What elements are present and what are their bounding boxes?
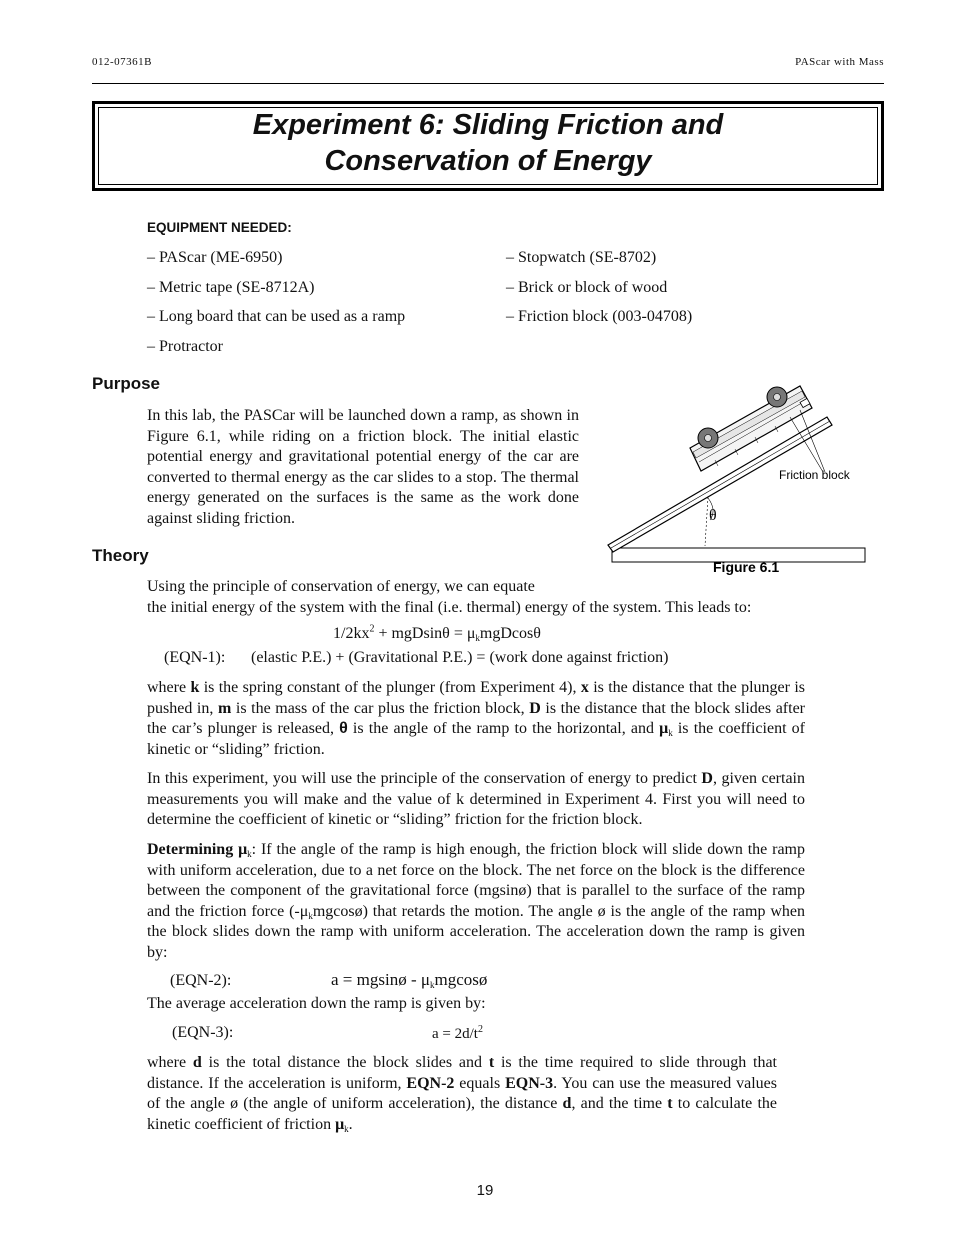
theory-heading: Theory bbox=[92, 546, 149, 565]
list-item: – PAScar (ME-6950) bbox=[147, 249, 283, 266]
page-number: 19 bbox=[476, 1182, 494, 1199]
list-item: – Friction block (003-04708) bbox=[506, 308, 693, 326]
pascar bbox=[690, 386, 812, 471]
label-theta: θ bbox=[709, 507, 717, 524]
equipment-left-list bbox=[147, 248, 405, 367]
list-item: – Brick or block of wood bbox=[506, 278, 668, 296]
product-name: PAScar with Mass bbox=[795, 56, 884, 68]
list-item: – Protractor bbox=[147, 338, 223, 356]
purpose-heading: Purpose bbox=[92, 374, 161, 393]
equipment-right-list bbox=[506, 248, 692, 337]
theory-intro-1: Using the principle of conservation of energy, we can equate bbox=[147, 578, 535, 595]
theory-para-3: Determining $\mu_k$: If the angle of the ramp is high enough, the friction block will slide down the ramp with uniform acceleration, due to a net force on the block. The net force on the block is the difference between the component of the gravitational force (mgsinø) that is parallel to the surface of the ramp and the friction force $(-\mu_kmgcosø)$ that retards the motion. The angle ø is the angle of the ramp when the block slides down the ramp with uniform acceleration. The acceleration down the ramp is given by: bbox=[147, 841, 805, 961]
theory-para-1: where k is the spring constant of the plunger (from Experiment 4), x is the distance that the plunger is pushed in, m is the mass of the car plus the friction block, D is the distance that the block slides after the car’s plunger is released, θ is the angle of the ramp to the horizontal, and $\mu_k$ is the coefficient of kinetic or “sliding” friction. bbox=[147, 679, 806, 758]
figure-caption: Figure 6.1 bbox=[713, 559, 780, 575]
equipment-heading: EQUIPMENT NEEDED: bbox=[147, 220, 292, 235]
purpose-text: In this lab, the PASCar will be launched down a ramp, as shown in Figure 6.1, while riding on a friction block. The initial elastic potential energy and gravitational potential energy of the car are converted to thermal energy as the car slides to a stop. The thermal energy generated on the surfaces is the same as the work done against sliding friction. bbox=[147, 407, 579, 527]
theory-para-2: In this experiment, you will use the principle of the conservation of energy to predict D, given certain measurements you will make and the value of k determined in Experiment 4. First you will need to determine the coefficient of kinetic or “sliding” friction for the friction block. bbox=[147, 770, 805, 828]
title-line-2: Conservation of Energy bbox=[324, 145, 652, 177]
eqn-1-words: (elastic P.E.) + (Gravitational P.E.) = (work done against friction) bbox=[251, 649, 669, 666]
eqn-1: $1/2kx^2 + mgDsin\theta = \mu_kmgDcos\theta$ bbox=[333, 623, 541, 643]
list-item: – Metric tape (SE-8712A) bbox=[147, 278, 315, 296]
eqn-2-label: (EQN-2): bbox=[170, 972, 232, 989]
list-item: – Stopwatch (SE-8702) bbox=[506, 249, 657, 266]
avg-accel-text: The average acceleration down the ramp is given by: bbox=[147, 995, 486, 1012]
page-title bbox=[92, 107, 884, 179]
doc-id: 012-07361B bbox=[92, 56, 152, 68]
eqn-1-label: (EQN-1): bbox=[164, 649, 226, 666]
label-friction-block: Friction block bbox=[779, 468, 850, 482]
eqn-3-label: (EQN-3): bbox=[172, 1024, 234, 1041]
eqn-3: $a = 2d/t^2$ bbox=[432, 1024, 483, 1042]
header-rule bbox=[92, 83, 884, 84]
list-item: – Long board that can be used as a ramp bbox=[147, 308, 406, 326]
theory-intro-2: the initial energy of the system with the final (i.e. thermal) energy of the system. This leads to: bbox=[147, 599, 752, 616]
eqn-2: a = mgsinø - $\mu_kmgcosø$ bbox=[331, 970, 488, 990]
figure-ramp bbox=[605, 380, 870, 580]
theory-para-4: where d is the total distance the block slides and t is the time required to slide through that distance. If the acceleration is uniform, EQN-2 equals EQN-3. You can use the measured values of the angle ø (the angle of uniform acceleration), the distance d, and the time t to calculate the kinetic coefficient of friction $\mu_k$. bbox=[147, 1054, 778, 1134]
title-line-1: Experiment 6: Sliding Friction and bbox=[252, 109, 724, 141]
